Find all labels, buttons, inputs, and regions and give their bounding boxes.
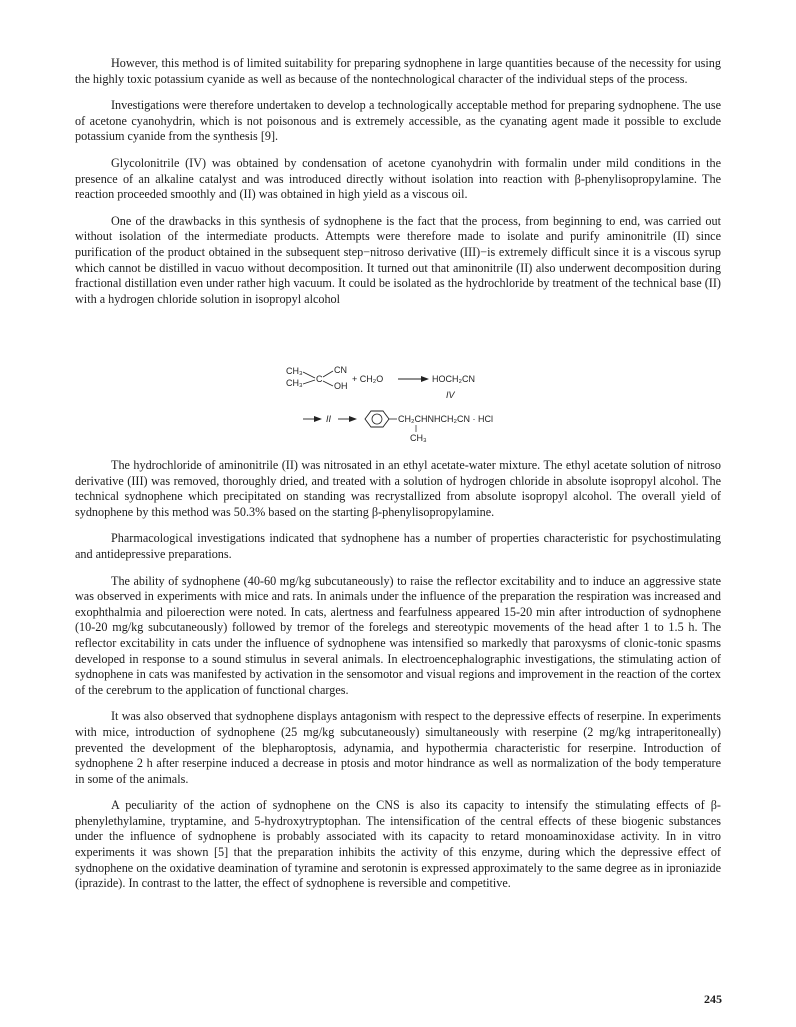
methyl-label-top: CH₃ <box>286 366 303 376</box>
reaction-arrowhead <box>349 416 357 422</box>
paragraph: Investigations were therefore undertaken to develop a technologically acceptable method for preparing sydnophene. The use of acetone cyanohydrin, which is not poisonous and is extremely accessible, as the cyanating agent made it possible to exclude potassium cyanide from the synthesis [9]. <box>75 98 721 144</box>
glycolonitrile-product: HOCH₂CN <box>432 374 475 384</box>
paragraph: However, this method is of limited suitability for preparing sydnophene in large quantities because of the necessity for using the highly toxic potassium cyanide as well as because of the nontechnological character of the individual steps of the process. <box>75 56 721 86</box>
paragraph: Glycolonitrile (IV) was obtained by condensation of acetone cyanohydrin with formalin under mild conditions in the presence of an alkaline catalyst and was introduced directly without isolation into reaction with β-phenylisopropylamine. The reaction proceeded smoothly and (II) was obtained in high yield as a viscous oil. <box>75 155 721 202</box>
side-chain-formula: CH₂CHNHCH₂CN · HCl <box>398 414 493 424</box>
paragraph: Pharmacological investigations indicated that sydnophene has a number of properties characteristic for psychostimulating and antidepressive preparations. <box>75 531 721 561</box>
compound-label-ii: II <box>326 414 332 424</box>
formaldehyde-reagent: + CH₂O <box>352 374 384 384</box>
paragraph: A peculiarity of the action of sydnophene on the CNS is also its capacity to intensify the stimulating effects of β-phenylethylamine, tryptamine, and 5-hydroxytryptophan. The intensification of the central effects of these biogenic substances under the influence of sydnophene is probably associated with its capacity to retard monoaminoxidase activity. In in vitro experiments it was shown [5] that the preparation inhibits the activity of this enzyme, during which the depressive effect of sydnophene on the oxidative deamination of tyramine and serotonin is expressed approximately to the same degree as in iproniazide (iprazide). In contrast to the latter, the effect of sydnophene is reversible and competitive. <box>75 798 721 891</box>
paragraph: It was also observed that sydnophene displays antagonism with respect to the depressive effects of reserpine. In experiments with mice, introduction of sydnophene (25 mg/kg subcutaneously) simultaneously with reserpine (2 mg/kg intraperitoneally) prevented the development of the blepharoptosis, adynamia, and hypothermia characteristic for reserpine. Introduction of sydnophene 2 h after reserpine induced a decrease in ptosis and motor hindrance as well as normalization of the body temperature in some of the animals. <box>75 709 721 786</box>
body-text-bottom <box>75 458 721 903</box>
reaction-arrowhead <box>314 416 322 422</box>
hydroxyl-label: OH <box>334 381 348 391</box>
aromatic-circle-icon <box>372 414 382 424</box>
paragraph: One of the drawbacks in this synthesis of sydnophene is the fact that the process, from beginning to end, was carried out without isolation of the intermediate products. Attempts were therefore made to isolate and purify aminonitrile (II) since purification of the product obtained in the subsequent step−nitroso derivative (III)−is extremely difficult since it is a viscous syrup which cannot be distilled in vacuo without decomposition. It turned out that aminonitrile (II) also underwent decomposition during fractional distillation even under rather high vacuum. It could be isolated as the hydrochloride by treatment of the technical base (II) with a hydrogen chloride solution in isopropyl alcohol <box>75 213 721 306</box>
carbon-label: C <box>316 374 323 384</box>
bond-line <box>323 381 333 386</box>
compound-label-iv: IV <box>446 390 455 400</box>
page-number: 245 <box>704 992 722 1006</box>
benzene-ring-icon <box>365 411 389 427</box>
paragraph: The hydrochloride of aminonitrile (II) was nitrosated in an ethyl acetate-water mixture. The ethyl acetate solution of nitroso derivative (III) was removed, thoroughly dried, and treated with a solution of hydrogen chloride in absolute isopropyl alcohol. The technical sydnophene which precipitated on standing was recrystallized from absolute isopropyl alcohol. The overall yield of sydnophene by this method was 50.3% based on the starting β-phenylisopropylamine. <box>75 458 721 519</box>
paragraph: The ability of sydnophene (40-60 mg/kg subcutaneously) to raise the reflector excitability and to induce an aggressive state was observed in experiments with mice and rats. In animals under the influence of the preparation the respiration was increased and exophthalmia and piloerection were noted. In cats, alertness and fearfulness appeared 15-20 min after introduction of sydnophene (10-20 mg/kg subcutaneously) followed by tremor of the forelegs and stereotypic movements of the head after 1 to 1.5 h. The reflector excitability in cats under the influence of sydnophene was intensified so markedly that paroxysms of clonic-tonic spasms developed in response to a sound stimulus in several animals. In electroencephalographic investigations, the stimulating action of sydnophene in cats was manifested by activation in the sensomotor and visual regions and improvement in the reaction of the cortex of the cerebrum to the application of functional charges. <box>75 573 721 697</box>
bond-line <box>303 372 315 378</box>
bond-line <box>323 371 333 377</box>
nitrile-label: CN <box>334 365 347 375</box>
reaction-arrowhead <box>421 376 429 382</box>
methyl-label-bottom: CH₃ <box>286 378 303 388</box>
methyl-substituent: CH₃ <box>410 433 427 443</box>
bond-line <box>303 380 315 384</box>
